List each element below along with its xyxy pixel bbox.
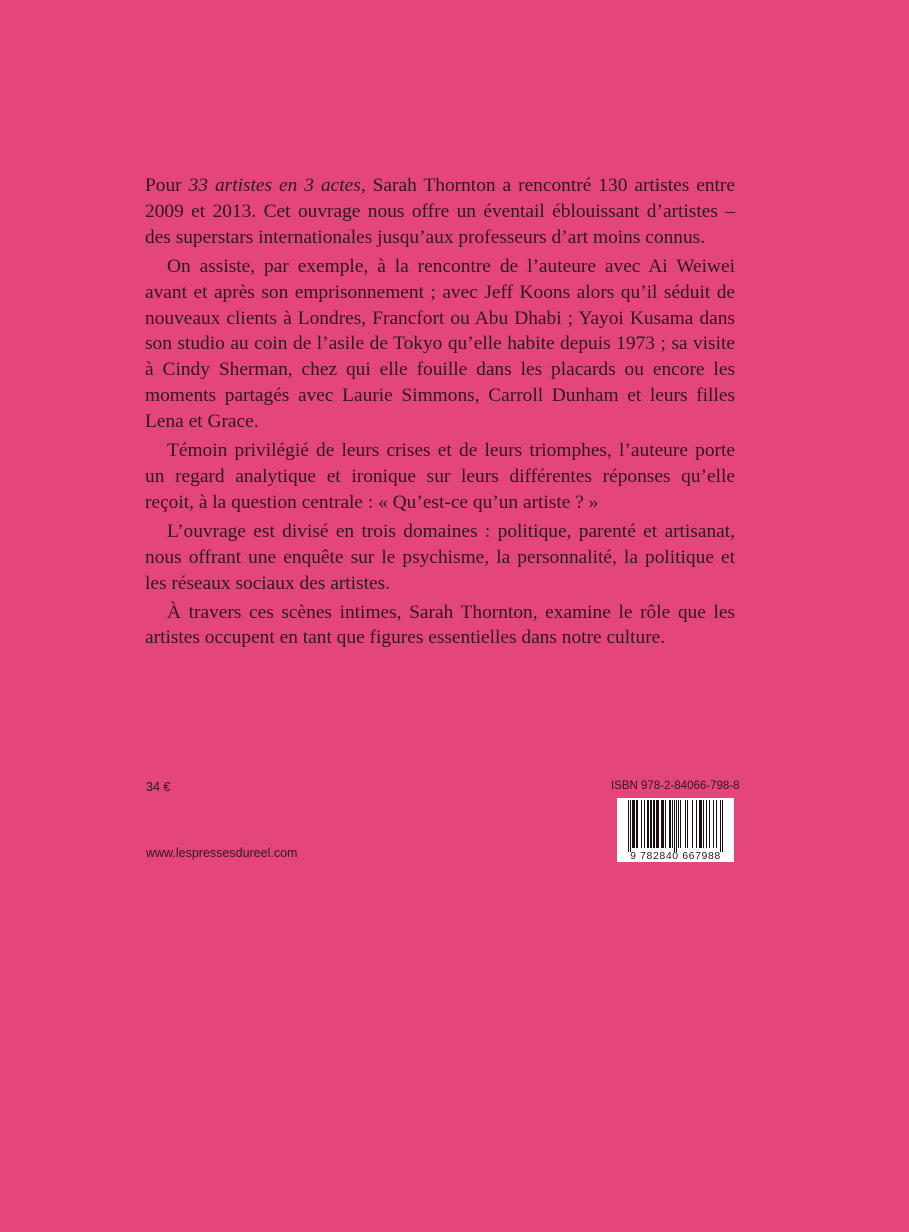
barcode-bar — [653, 800, 654, 848]
barcode-bar — [634, 800, 635, 848]
barcode-bar — [672, 800, 673, 848]
barcode-bar — [701, 800, 702, 848]
barcode-bar — [692, 800, 693, 848]
blurb-p1-lead: Pour — [145, 175, 189, 196]
publisher-website: www.lespressesdureel.com — [146, 846, 298, 860]
back-cover-blurb — [145, 173, 735, 654]
barcode-bar — [656, 800, 657, 848]
barcode-bar — [662, 800, 663, 848]
barcode-bar — [648, 800, 649, 848]
blurb-paragraph-2: On assiste, par exemple, à la rencontre de l’auteure avec Ai Weiwei avant et après son emprisonnement ; avec Jeff Koons alors qu’il séduit de nouveaux clients à Londres, Francfort ou Abu Dhabi ; Yayoi Kusama dans son studio au coin de l’asile de Tokyo qu’elle habite depuis 1973 ; sa visite à Cindy Sherman, chez qui elle fouille dans les placards ou encore les moments partagés avec Laurie Simmons, Carroll Dunham et leurs filles Lena et Grace. — [145, 255, 735, 433]
barcode-bar — [680, 800, 681, 848]
barcode — [617, 798, 734, 862]
price-label: 34 € — [146, 780, 171, 794]
barcode-bar — [657, 800, 658, 848]
barcode-bar — [687, 800, 688, 848]
barcode-bar — [651, 800, 652, 848]
barcode-bar — [633, 800, 634, 848]
book-title-italic: 33 artistes en 3 actes — [188, 175, 361, 196]
barcode-bar — [674, 800, 675, 852]
isbn-label: ISBN 978-2-84066-798-8 — [611, 780, 740, 792]
barcode-bar — [696, 800, 697, 848]
barcode-bar — [699, 800, 700, 848]
barcode-bar — [632, 800, 633, 848]
barcode-bar — [637, 800, 638, 848]
barcode-bar — [663, 800, 664, 848]
barcode-bar — [713, 800, 714, 848]
barcode-bar — [665, 800, 666, 848]
barcode-bar — [670, 800, 671, 848]
barcode-bar — [685, 800, 686, 848]
blurb-p1-rest: , Sarah Thornton a rencontré 130 artistes entre 2009 et 2013. Cet ouvrage nous offre un éventail éblouissant d’artistes – des superstars internationales jusqu’aux professeurs d’art moins connus. — [145, 175, 735, 248]
barcode-bar — [709, 800, 710, 848]
barcode-bar — [661, 800, 662, 848]
barcode-bar — [641, 800, 642, 848]
blurb-paragraph-4: L’ouvrage est divisé en trois domaines : politique, parenté et artisanat, nous offrant une enquête sur le psychisme, la personnalité, la politique et les réseaux sociaux des artistes. — [145, 520, 735, 594]
barcode-bar — [676, 800, 677, 852]
barcode-bar — [636, 800, 637, 848]
barcode-bar — [647, 800, 648, 848]
barcode-bar — [706, 800, 707, 848]
barcode-bars — [628, 800, 723, 852]
barcode-bar — [628, 800, 629, 852]
barcode-bar — [658, 800, 659, 848]
barcode-bar — [644, 800, 645, 848]
barcode-bar — [650, 800, 651, 848]
blurb-paragraph-1 — [145, 173, 735, 251]
barcode-bar — [700, 800, 701, 848]
barcode-bar — [654, 800, 655, 848]
barcode-bar — [703, 800, 704, 848]
barcode-bar — [720, 800, 721, 852]
barcode-bar — [630, 800, 631, 852]
blurb-paragraph-5: À travers ces scènes intimes, Sarah Thornton, examine le rôle que les artistes occupent en tant que figures essentielles dans notre culture. — [145, 601, 735, 649]
blurb-paragraph-3: Témoin privilégié de leurs crises et de leurs triomphes, l’auteure porte un regard analytique et ironique sur leurs différentes réponses qu’elle reçoit, à la question centrale : « Qu’est-ce qu’un artiste ? » — [145, 440, 735, 513]
barcode-digits: 9 782840 667988 — [630, 850, 721, 862]
barcode-bar — [716, 800, 717, 848]
barcode-bar — [669, 800, 670, 848]
barcode-bar — [678, 800, 679, 848]
barcode-bar — [722, 800, 723, 852]
barcode-graphic — [617, 798, 734, 862]
